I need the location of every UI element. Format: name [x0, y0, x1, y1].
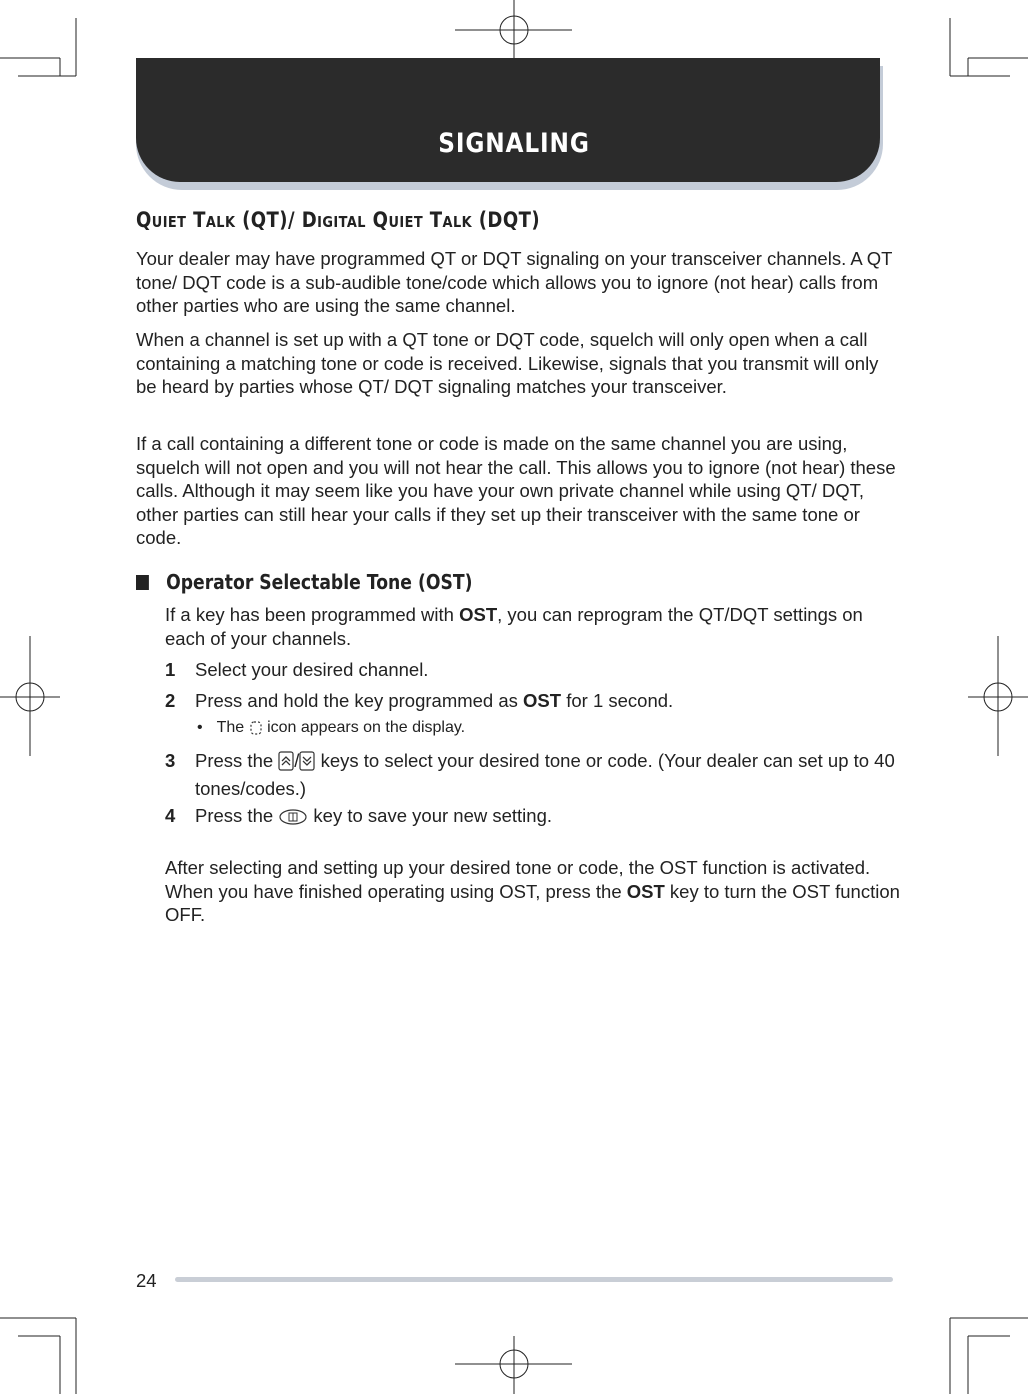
page-number: 24	[136, 1270, 157, 1291]
step-2-note: • The icon appears on the display.	[197, 718, 465, 742]
paragraph-squelch: When a channel is set up with a QT tone or DQT code, squelch will only open when a call containing a matching tone or code is received. Likewise, signals that you transmit will only be heard by parties whose QT/ DQT signaling matches your transceiver.	[136, 329, 879, 397]
ost-intro: If a key has been programmed with OST, you can reprogram the QT/DQT settings on each of your channels.	[165, 604, 863, 649]
ok-key-icon	[278, 808, 308, 832]
square-bullet-icon	[136, 575, 149, 590]
paragraph-ignore: If a call containing a different tone or code is made on the same channel you are using, squelch will not open and you will not hear the call. This allows you to ignore (not hear) these calls. Although it may seem like you have your own private channel while using QT/ DQT, other parties can still hear your calls if they set up their transceiver with the same tone or code.	[136, 433, 896, 548]
section-title: QUIET TALK (QT)/ DIGITAL QUIET TALK (DQT)	[136, 208, 541, 232]
up-key-icon	[278, 751, 294, 777]
page-title: SIGNALING	[438, 128, 590, 159]
down-key-icon	[299, 751, 315, 777]
footer-rule	[175, 1277, 893, 1282]
tone-indicator-icon	[249, 720, 263, 742]
ost-closing: After selecting and setting up your desired tone or code, the OST function is activated. When you have finished operating using OST, press the OST key to turn the OST function OFF.	[165, 857, 900, 925]
header-banner	[136, 58, 880, 182]
paragraph-intro: Your dealer may have programmed QT or DQT signaling on your transceiver channels. A QT tone/ DQT code is a sub-audible tone/code which allows you to ignore (not hear) calls from other parties who are using the same channel.	[136, 248, 893, 316]
ost-heading: Operator Selectable Tone (OST)	[136, 570, 472, 594]
